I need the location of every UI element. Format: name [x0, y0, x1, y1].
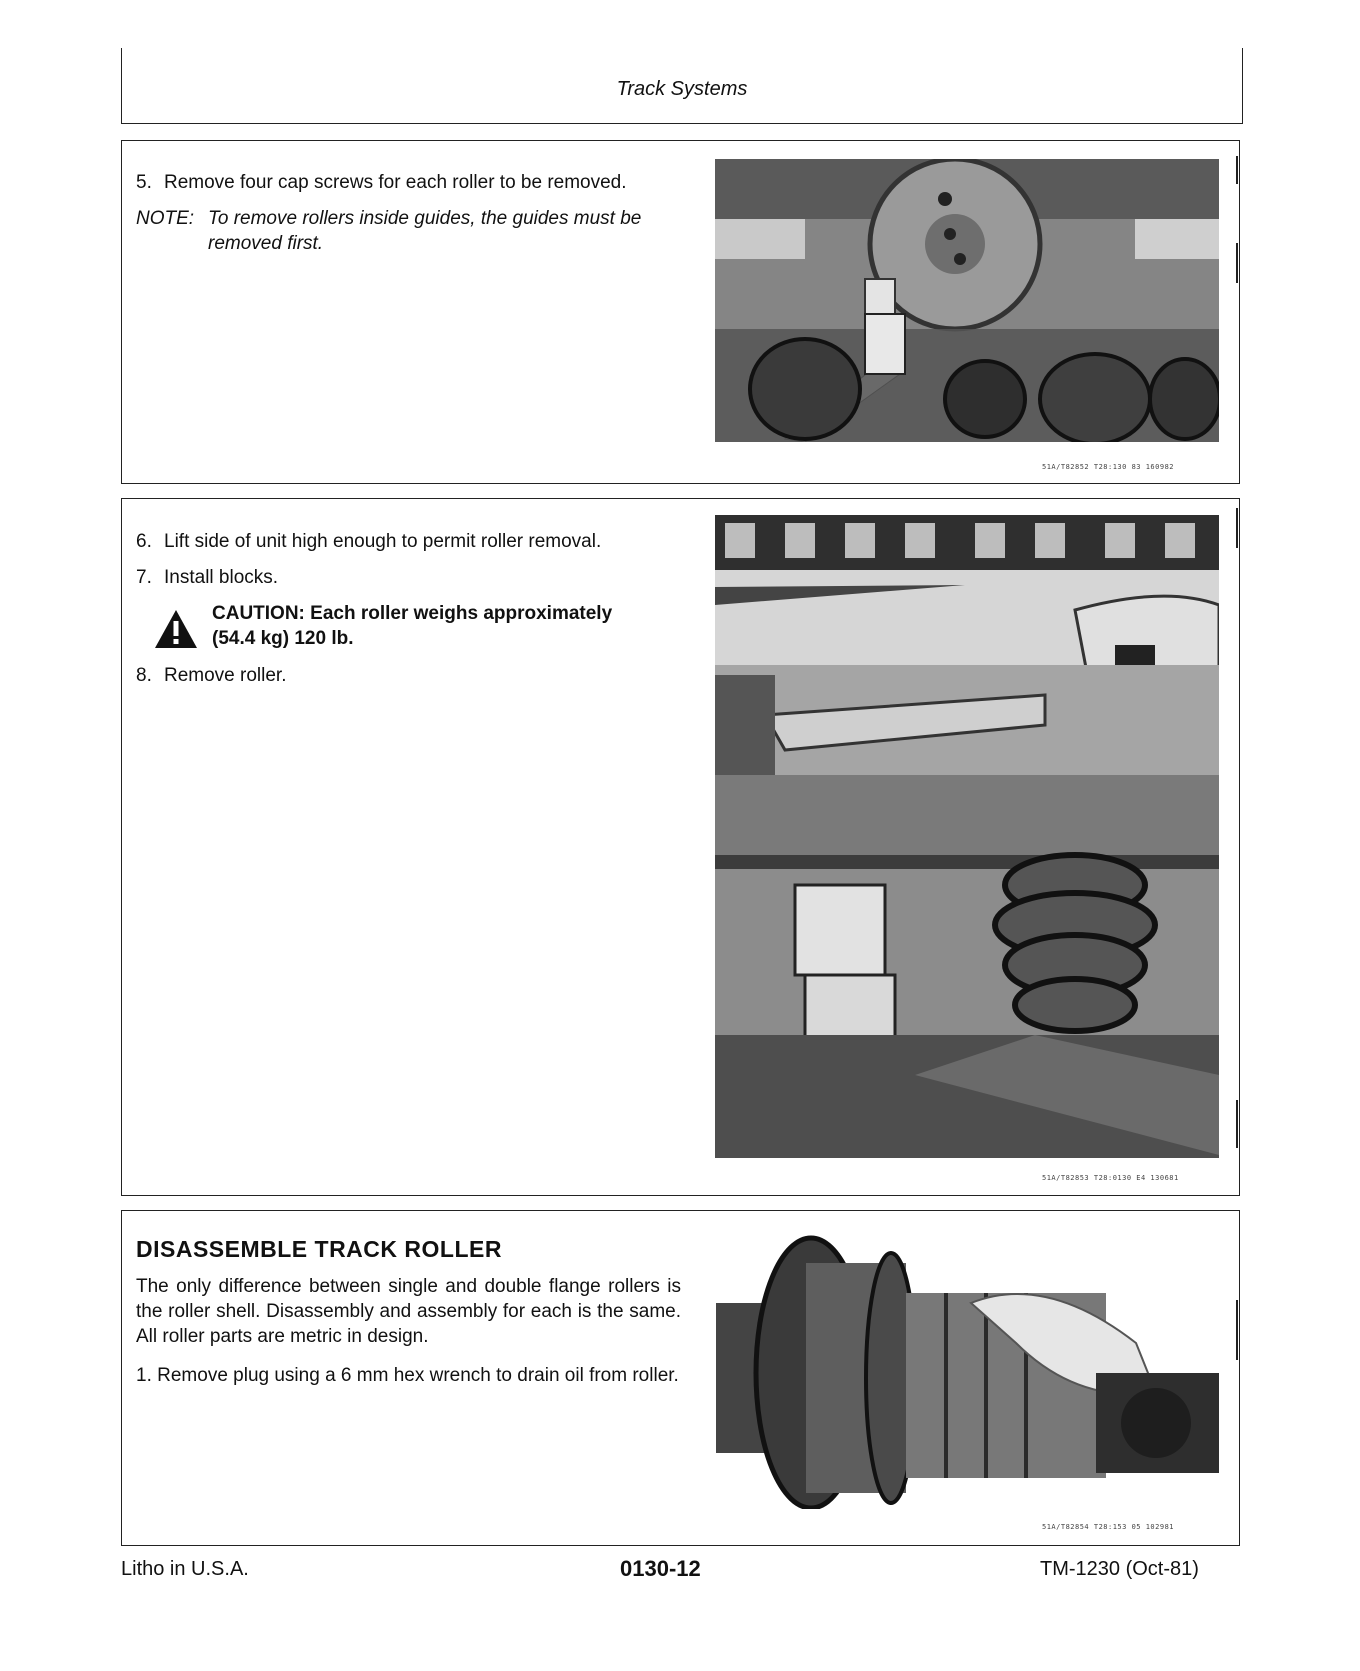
page-header	[121, 48, 1243, 124]
step-1	[136, 1363, 681, 1388]
section-1-text	[136, 170, 684, 256]
step-text: Remove plug using a 6 mm hex wrench to drain oil from roller.	[157, 1365, 679, 1386]
footer-document-id: TM-1230 (Oct-81)	[1040, 1558, 1199, 1580]
section-heading: DISASSEMBLE TRACK ROLLER	[136, 1236, 502, 1262]
figure-code: 51A/T82852 T28:130 83 160982	[1042, 463, 1175, 471]
step-number: 1.	[136, 1365, 152, 1386]
page-title: Track Systems	[616, 78, 748, 100]
section-remove-cap-screws	[121, 140, 1240, 484]
section-2-text	[136, 529, 684, 699]
note-text-line1: To remove rollers inside guides, the guides must be	[208, 208, 642, 229]
note	[136, 206, 684, 256]
figure-code: 51A/T82853 T28:0130 E4 130681	[1042, 1174, 1179, 1182]
step-number: 8.	[136, 665, 152, 686]
paragraph: The only difference between single and double flange rollers is the roller shell. Disassembly and assembly for each is the same. All roller parts are metric in design.	[136, 1276, 681, 1347]
photo-roller-removal	[715, 515, 1219, 1158]
edge-mark	[1236, 1300, 1238, 1360]
step-8	[136, 663, 684, 688]
section-disassemble-track-roller	[121, 1210, 1240, 1546]
page-number: 0130-12	[620, 1556, 701, 1581]
section-3-text	[136, 1237, 681, 1399]
step-number: 7.	[136, 567, 152, 588]
step-6	[136, 529, 684, 554]
figure-code: 51A/T82854 T28:153 05 102981	[1042, 1523, 1175, 1531]
note-text-line2: removed first.	[208, 233, 324, 254]
photo-track-roller-plug	[716, 1233, 1219, 1509]
edge-mark	[1236, 156, 1238, 184]
step-text: Install blocks.	[164, 567, 279, 588]
edge-mark	[1236, 1100, 1238, 1148]
edge-mark	[1236, 243, 1238, 283]
caution-line1: CAUTION: Each roller weighs approximately	[212, 603, 613, 624]
step-5	[136, 170, 684, 195]
note-label: NOTE:	[136, 208, 195, 229]
step-text: Lift side of unit high enough to permit roller removal.	[164, 531, 602, 552]
edge-mark	[1236, 508, 1238, 548]
step-text: Remove roller.	[164, 665, 287, 686]
step-number: 5.	[136, 172, 152, 193]
step-text: Remove four cap screws for each roller to be removed.	[164, 172, 627, 193]
step-number: 6.	[136, 531, 152, 552]
caution-box	[136, 601, 684, 651]
warning-triangle-icon	[154, 609, 198, 649]
photo-roller-cap-screws	[715, 159, 1219, 442]
step-7	[136, 565, 684, 590]
footer-litho: Litho in U.S.A.	[121, 1558, 249, 1580]
caution-line2: (54.4 kg) 120 lb.	[212, 628, 354, 649]
section-remove-roller	[121, 498, 1240, 1196]
